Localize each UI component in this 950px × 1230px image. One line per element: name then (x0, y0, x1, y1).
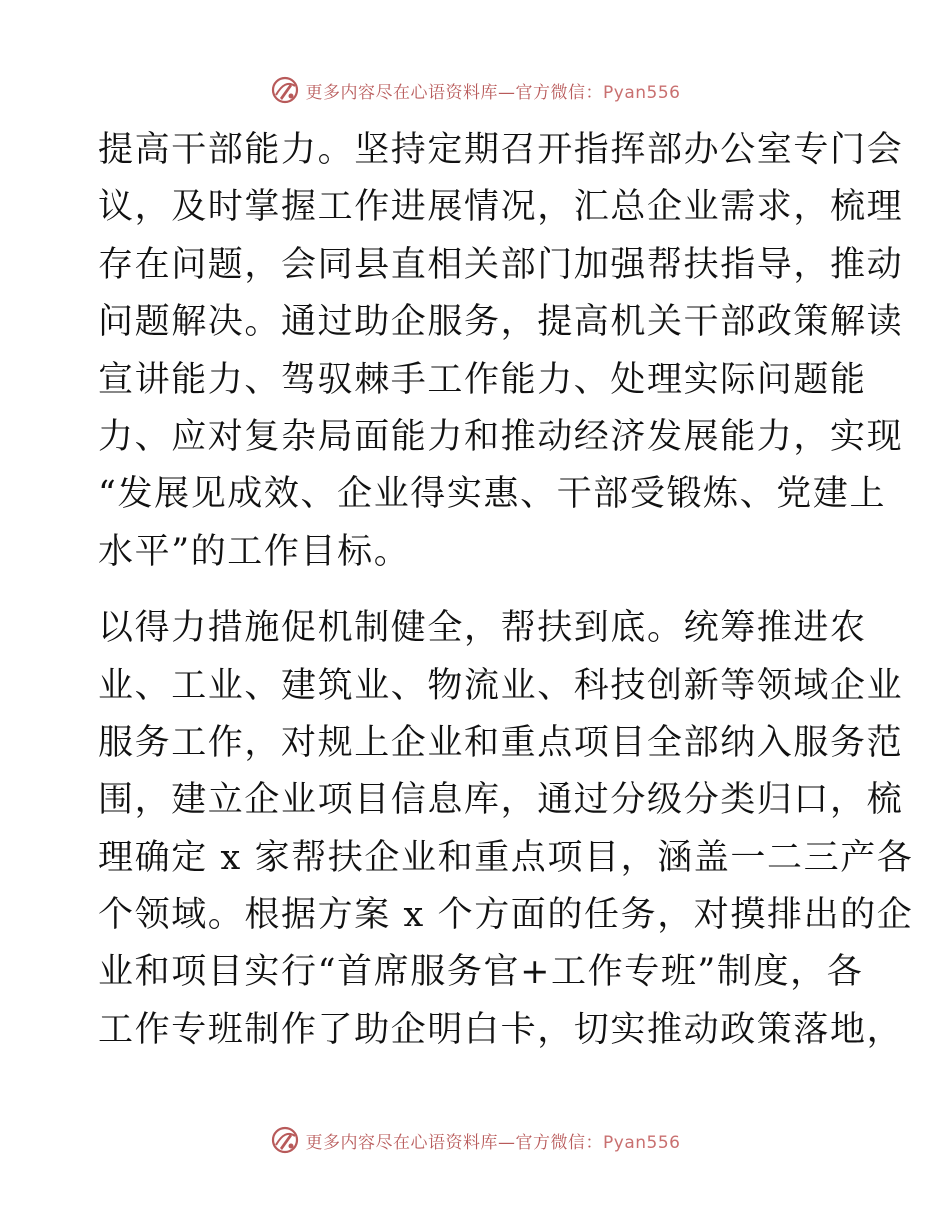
watermark-text: 更多内容尽在心语资料库—官方微信： (305, 1132, 604, 1153)
footer-watermark (0, 1120, 950, 1160)
text-line: 提高干部能力。坚持定期召开指挥部办公室专门会 (98, 130, 904, 170)
watermark-text: 更多内容尽在心语资料库—官方微信： (305, 82, 604, 103)
text-line: 服务工作，对规上企业和重点项目全部纳入服务范 (98, 722, 904, 763)
watermark-id: Pyan556 (603, 82, 681, 103)
paragraph-1 (98, 122, 904, 581)
text-line: 围，建立企业项目信息库，通过分级分类归口，梳 (98, 780, 904, 821)
text-line: 以得力措施促机制健全，帮扶到底。统筹推进农 (98, 608, 867, 649)
brand-logo-icon (270, 75, 300, 105)
text-line: 个领域。根据方案 x 个方面的任务，对摸排出的企 (98, 895, 914, 936)
text-line: 业和项目实行“首席服务官+工作专班”制度，各 (98, 952, 864, 993)
text-line: 水平”的工作目标。 (98, 531, 411, 572)
text-line: 宣讲能力、驾驭棘手工作能力、处理实际问题能 (98, 359, 867, 400)
brand-logo-icon (270, 1125, 300, 1155)
text-line: 问题解决。通过助企服务，提高机关干部政策解读 (98, 302, 904, 343)
text-line: 力、应对复杂局面能力和推动经济发展能力，实现 (98, 416, 904, 457)
paragraph-2 (98, 600, 914, 1059)
text-line: 存在问题，会同县直相关部门加强帮扶指导，推动 (98, 244, 904, 285)
header-watermark (0, 70, 950, 110)
watermark-id: Pyan556 (603, 1132, 681, 1153)
text-line: 工作专班制作了助企明白卡，切实推动政策落地， (98, 1009, 904, 1050)
text-line: “发展见成效、企业得实惠、干部受锻炼、党建上 (98, 474, 887, 515)
text-line: 理确定 x 家帮扶企业和重点项目，涵盖一二三产各 (98, 837, 914, 878)
document-body (98, 122, 914, 1059)
text-line: 议，及时掌握工作进展情况，汇总企业需求，梳理 (98, 187, 904, 228)
paragraph-spacer (98, 581, 850, 600)
text-line: 业、工业、建筑业、物流业、科技创新等领域企业 (98, 665, 904, 706)
